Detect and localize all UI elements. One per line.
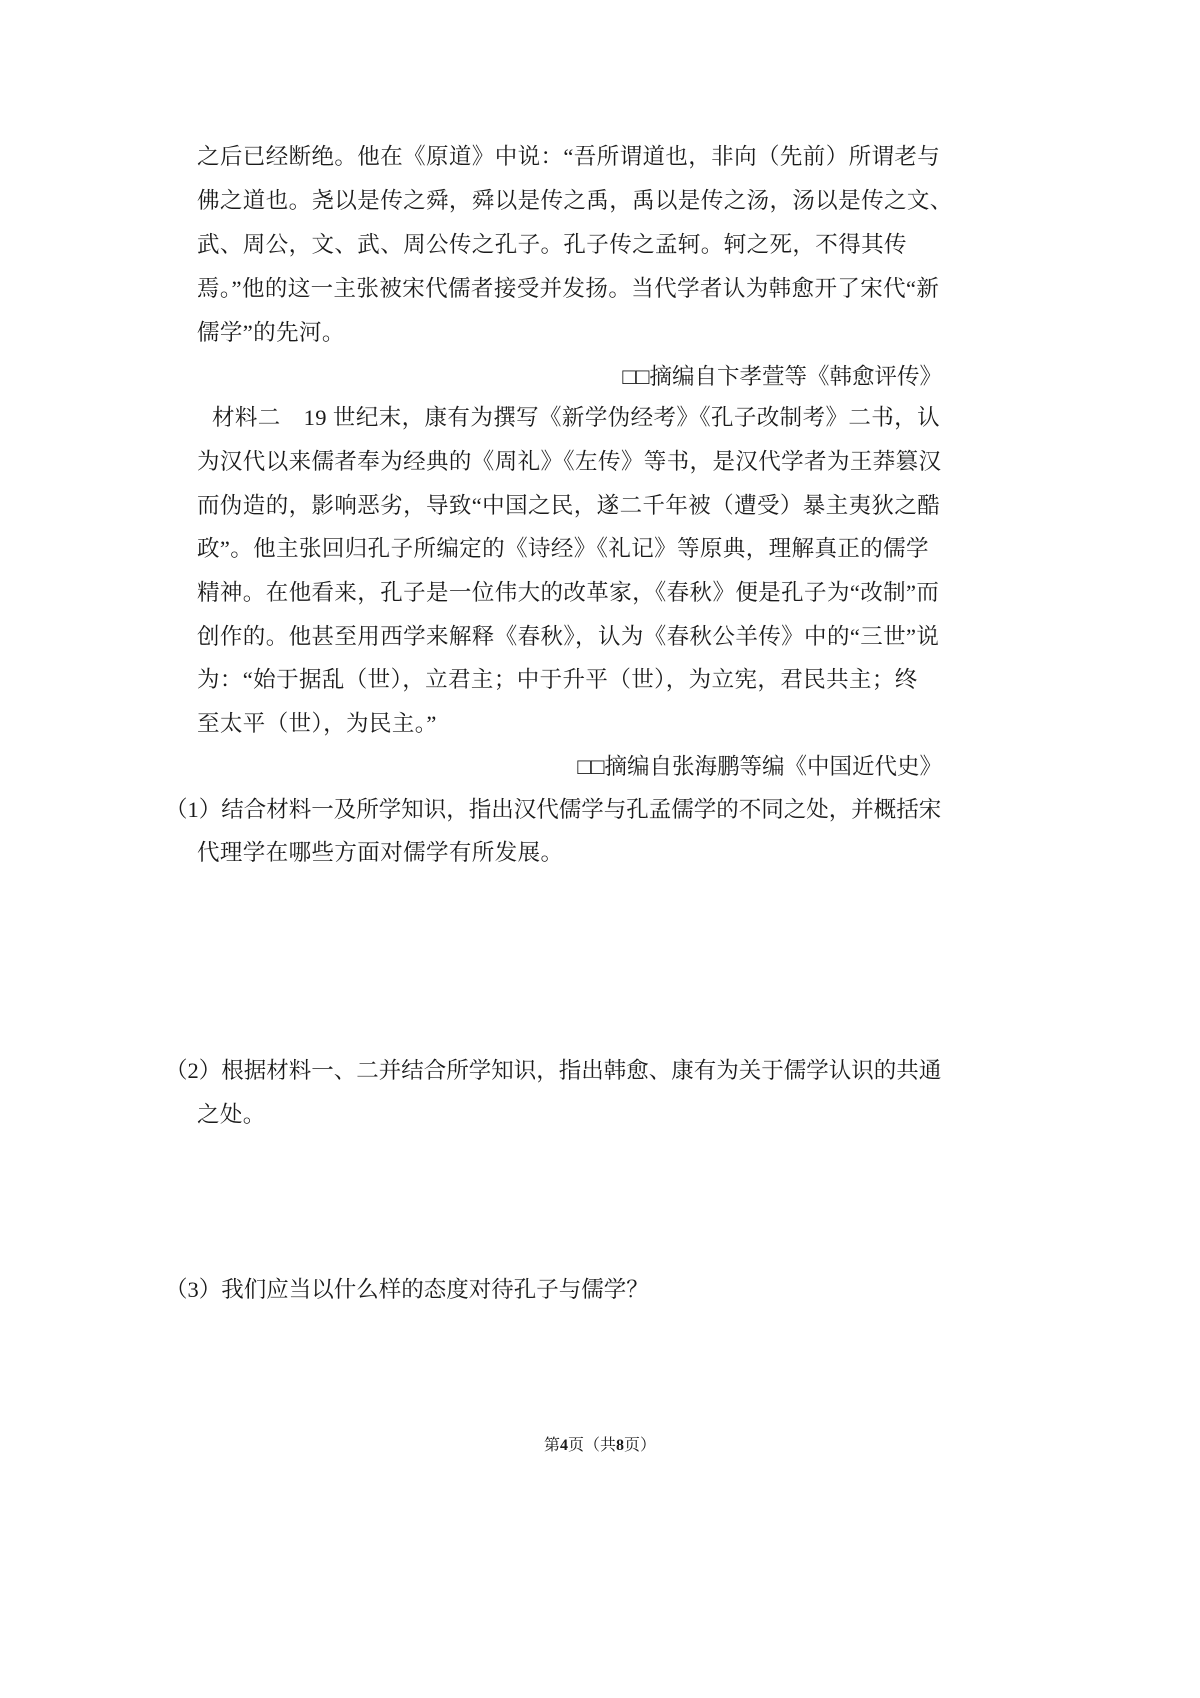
text-line: 之后已经断绝。他在《原道》中说：“吾所谓道也，非向（先前）所谓老与 xyxy=(197,144,941,169)
question-line: （1）结合材料一及所学知识，指出汉代儒学与孔孟儒学的不同之处，并概括宋 xyxy=(165,797,942,822)
text-line: 至太平（世），为民主。” xyxy=(197,711,437,736)
question-line: （3）我们应当以什么样的态度对待孔子与儒学？ xyxy=(165,1277,649,1302)
page-footer xyxy=(0,1432,1200,1455)
page-number: 4 xyxy=(559,1437,568,1454)
footer-prefix: 第 xyxy=(543,1437,560,1454)
footer-suffix: 页） xyxy=(624,1437,657,1454)
question-line: 之处。 xyxy=(197,1102,266,1127)
text-line: 为：“始于据乱（世），立君主；中于升平（世），为立宪，君民共主；终 xyxy=(197,667,918,692)
text-line: 精神。在他看来，孔子是一位伟大的改革家，《春秋》便是孔子为“改制”而 xyxy=(197,580,940,605)
source-citation: □□摘编自张海鹏等编《中国近代史》 xyxy=(577,754,942,779)
text-line: 材料二 19 世纪末，康有为撰写《新学伪经考》《孔子改制考》二书，认 xyxy=(212,405,940,430)
total-pages: 8 xyxy=(616,1437,624,1454)
text-line: 佛之道也。尧以是传之舜，舜以是传之禹，禹以是传之汤，汤以是传之文、 xyxy=(197,188,953,213)
question-line: （2）根据材料一、二并结合所学知识，指出韩愈、康有为关于儒学认识的共通 xyxy=(165,1058,942,1083)
text-line: 政”。他主张回归孔子所编定的《诗经》《礼记》等原典，理解真正的儒学 xyxy=(197,536,929,561)
text-line: 武、周公，文、武、周公传之孔子。孔子传之孟轲。轲之死，不得其传 xyxy=(197,232,907,257)
question-line: 代理学在哪些方面对儒学有所发展。 xyxy=(197,840,564,865)
text-line: 创作的。他甚至用西学来解释《春秋》，认为《春秋公羊传》中的“三世”说 xyxy=(197,624,940,649)
text-line: 儒学”的先河。 xyxy=(197,320,345,345)
text-line: 而伪造的，影响恶劣，导致“中国之民，遂二千年被（遭受）暴主夷狄之酷 xyxy=(197,493,941,518)
footer-mid: 页（共 xyxy=(567,1437,616,1454)
text-line: 为汉代以来儒者奉为经典的《周礼》《左传》等书，是汉代学者为王莽篡汉 xyxy=(197,449,942,474)
text-line: 焉。”他的这一主张被宋代儒者接受并发扬。当代学者认为韩愈开了宋代“新 xyxy=(197,276,940,301)
source-citation: □□摘编自卞孝萱等《韩愈评传》 xyxy=(622,364,942,389)
